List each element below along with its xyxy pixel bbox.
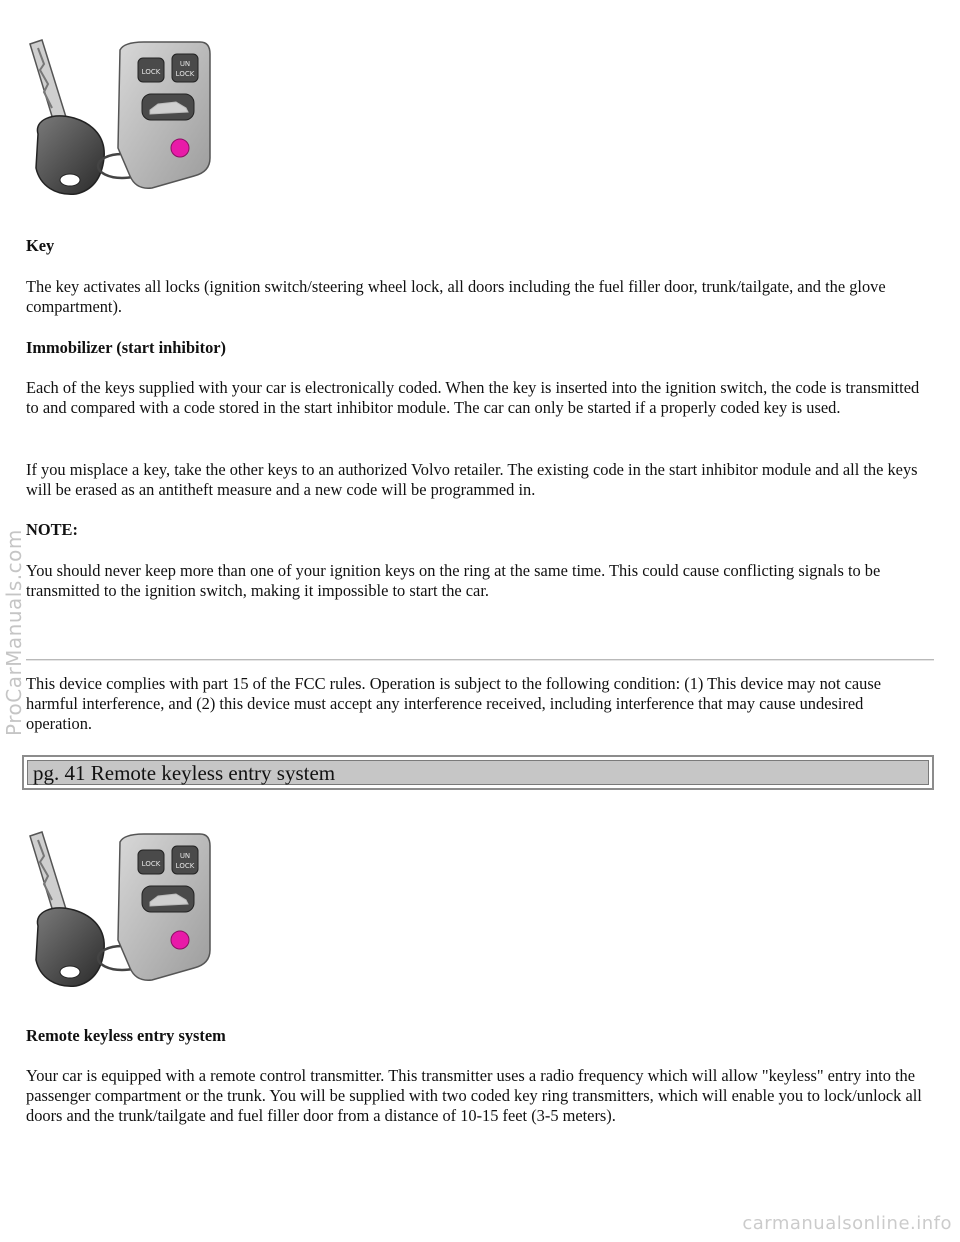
- key-and-remote-illustration: [24, 830, 224, 990]
- svg-text:LOCK: LOCK: [175, 70, 195, 78]
- side-watermark: ProCarManuals.com: [2, 529, 26, 736]
- svg-text:LOCK: LOCK: [141, 860, 161, 868]
- page-banner: [22, 755, 934, 790]
- panic-button: [171, 931, 189, 949]
- bottom-watermark: carmanualsonline.info: [742, 1213, 952, 1234]
- section-heading-remote: Remote keyless entry system: [26, 1026, 226, 1045]
- page-banner-title: pg. 41 Remote keyless entry system: [27, 760, 929, 785]
- section-divider: [26, 659, 934, 661]
- svg-text:LOCK: LOCK: [175, 862, 195, 870]
- section-heading-key: Key: [26, 236, 55, 255]
- svg-text:UN: UN: [179, 852, 191, 860]
- paragraph: Your car is equipped with a remote control transmitter. This transmitter uses a radio frequency which will allow "keyless" entry into the passenger compartment or the trunk. You will be supplied with two coded key ring transmitters, which will enable you to lock/unlock all doors and the trunk/tailgate and fuel filler door from a distance of 10-15 feet (3-5 meters).: [26, 1066, 922, 1125]
- svg-text:LOCK: LOCK: [141, 68, 161, 76]
- subheading-immobilizer: Immobilizer (start inhibitor): [26, 338, 227, 357]
- paragraph: The key activates all locks (ignition switch/steering wheel lock, all doors including the fuel filler door, trunk/tailgate, and the glove compartment).: [26, 277, 886, 316]
- note-text: You should never keep more than one of your ignition keys on the ring at the same time. This could cause conflicting signals to be transmitted to the ignition switch, making it impossible to start the car.: [26, 561, 881, 600]
- key-and-remote-illustration: [24, 38, 224, 198]
- panic-button: [171, 139, 189, 157]
- fcc-notice: This device complies with part 15 of the FCC rules. Operation is subject to the following condition: (1) This device may not cause harmful interference, and (2) this device must accept any interference received, including interference that may cause undesired operation.: [26, 674, 882, 733]
- svg-text:UN: UN: [179, 60, 191, 68]
- paragraph: If you misplace a key, take the other keys to an authorized Volvo retailer. The existing code in the start inhibitor module and all the keys will be erased as an antitheft measure and a new code will be programmed in.: [26, 460, 918, 499]
- paragraph: Each of the keys supplied with your car is electronically coded. When the key is inserted into the ignition switch, the code is transmitted to and compared with a code stored in the start inhibitor module. The car can only be started if a properly coded key is used.: [26, 378, 920, 417]
- note-label: NOTE:: [26, 520, 78, 539]
